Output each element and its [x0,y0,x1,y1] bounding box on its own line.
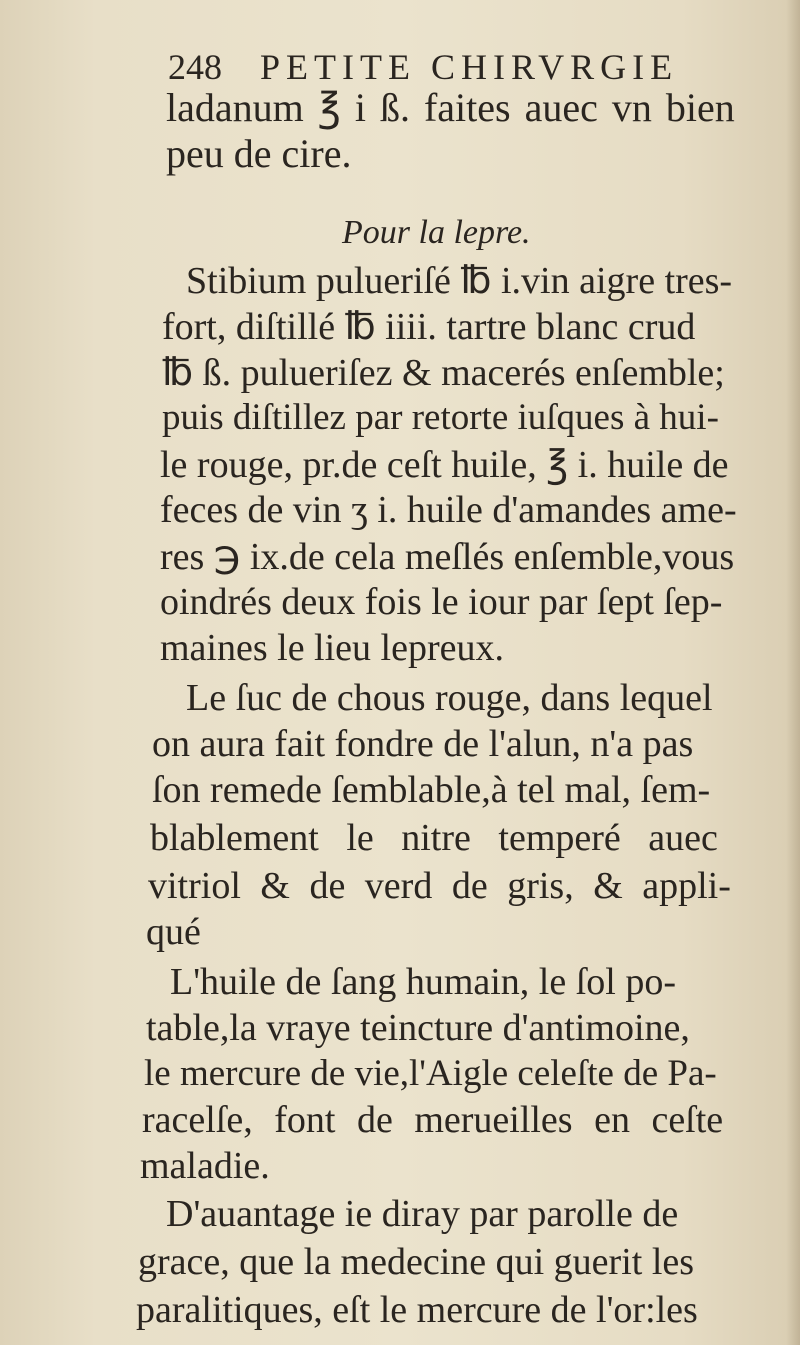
text-line: racelſe, font de merueilles en ceſte [142,1099,724,1141]
text-line: ℔ ß. pulueriſez & macerés enſemble; [162,352,725,394]
running-title: PETITE CHIRVRGIE [260,47,679,87]
text-line: vitriol & de verd de gris, & appli- [148,865,731,907]
page-number: 248 [168,47,222,87]
text-line: peu de cire. [166,131,352,176]
text-line: res ℈ ix.de cela meſlés enſemble,vous [160,536,735,578]
text-line: le mercure de vie,l'Aigle celeſte de Pa- [144,1053,717,1094]
text-line: on aura fait fondre de l'alun, n'a pas [152,723,694,765]
text-line: table,la vraye teincture d'antimoine, [146,1007,690,1049]
text-line: oindrés deux fois le iour par ſept ſep- [160,581,723,623]
text-line: paralitiques, eſt le mercure de l'or:les [136,1289,698,1331]
text-line: maladie. [140,1145,270,1187]
page-gutter-shadow [786,0,800,1345]
text-line: Le ſuc de chous rouge, dans lequel [186,677,713,719]
text-line: D'auantage ie diray par parolle de [166,1193,679,1235]
text-line: blablement le nitre temperé auec [150,817,718,859]
section-heading: Pour la lepre. [342,214,531,251]
text-line: ſon remede ſemblable,à tel mal, ſem- [152,769,711,811]
text-line: qué [146,911,201,953]
text-line: L'huile de ſang humain, le ſol po- [170,961,677,1003]
text-line: puis diſtillez par retorte iuſques à hui- [162,397,719,438]
text-line: maines le lieu lepreux. [160,627,504,669]
text-line: fort, diſtillé ℔ iiii. tartre blanc crud [162,306,696,348]
text-line: ladanum ℥ i ß. faites auec vn bien [166,85,735,130]
text-line: feces de vin ʒ i. huile d'amandes ame- [160,489,737,531]
text-line: le rouge, pr.de ceſt huile, ℥ i. huile de [160,444,729,486]
text-line: Stibium pulueriſé ℔ i.vin aigre tres- [186,260,733,302]
text-line: grace, que la medecine qui guerit les [138,1241,695,1283]
